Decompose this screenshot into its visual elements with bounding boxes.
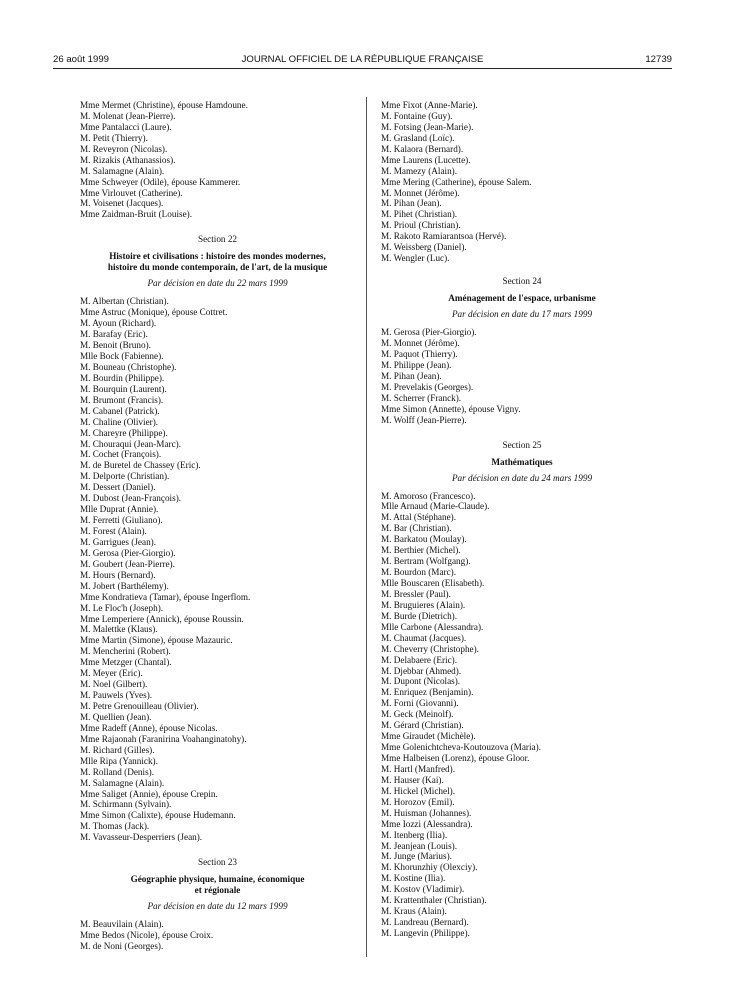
name-entry: M. Petit (Thierry). [80,132,148,143]
name-entry: Mme Saliget (Annie), épouse Crepin. [80,788,218,799]
name-entry: M. Rizakis (Athanassios). [80,154,176,165]
name-entry: M. Barkatou (Moulay). [381,534,467,545]
name-entry: M. Jobert (Barthélemy). [80,580,169,591]
name-entry: M. Scherrer (Franck). [381,392,462,403]
name-entry: Mme Mering (Catherine), épouse Salem. [381,176,532,187]
name-entry: M. Junge (Marius). [381,851,452,862]
name-entry: Mme Kondratieva (Tamar), épouse Ingerflom. [80,591,251,602]
name-entry: Mlle Carbone (Alessandra). [381,621,484,632]
name-entry: Mme Astruc (Monique), épouse Cottret. [80,307,228,318]
header-journal-title: JOURNAL OFFICIEL DE LA RÉPUBLIQUE FRANÇAISE [241,54,484,65]
header-page-number: 12739 [645,54,672,65]
name-entry: M. Grasland (Loïc). [381,132,455,143]
name-entry: M. Khorunzhiy (Olexciy). [381,862,478,873]
name-entry: M. Gerosa (Pier-Giorgio). [80,547,176,558]
name-entry: M. Geck (Meinolf). [381,709,454,720]
name-entry: M. Paquot (Thierry). [381,348,458,359]
name-entry: M. Mamezy (Alain). [381,165,458,176]
name-entry: Mme Iozzi (Alessandra). [381,818,473,829]
name-entry: M. Delabaere (Eric). [381,654,458,665]
name-entry: Mme Laurens (Lucette). [381,154,471,165]
name-entry: M. Mencherini (Robert). [80,646,171,657]
name-entry: M. Horozov (Emil). [381,796,455,807]
decision-date: Par décision en date du 22 mars 1999 [147,278,288,289]
name-entry: M. Krattenthaler (Christian). [381,895,487,906]
section-subject-line: Histoire et civilisations : histoire des mondes modernes, [109,251,326,262]
name-entry: M. Salamagne (Alain). [80,777,165,788]
name-entry: M. Ayoun (Richard). [80,318,157,329]
name-list [80,100,355,220]
name-entry: M. Petre Grenouilleau (Olivier). [80,701,199,711]
section-subject [80,874,355,896]
name-entry: M. Bar (Christian). [381,523,452,534]
name-entry: M. Fotsing (Jean-Marie). [381,121,474,132]
name-entry: Mme Radeff (Anne), épouse Nicolas. [80,722,218,733]
name-entry: M. Quellien (Jean). [80,711,152,722]
name-entry: Mlle Bouscaren (Elisabeth). [381,578,485,588]
name-entry: Mme Simon (Annette), épouse Vigny. [381,403,521,414]
name-entry: M. Kraus (Alain). [381,906,447,917]
name-entry: M. Monnet (Jérôme). [381,187,460,198]
name-entry: M. Hours (Bernard). [80,569,156,580]
name-list [381,491,663,939]
name-entry: M. de Noni (Georges). [80,941,164,952]
name-entry: M. Chouraqui (Jean-Marc). [80,438,182,449]
name-entry: Mme Giraudet (Michèle). [381,731,476,742]
name-entry: M. Bertram (Wolfgang). [381,556,471,567]
name-entry: M. Philippe (Jean). [381,359,452,370]
name-entry: Mme Rajaonah (Faranirina Voahanginatohy). [80,733,247,744]
name-entry: M. Hauser (Kai). [381,774,444,785]
name-entry: M. Vavasseur-Desperriers (Jean). [80,832,203,843]
name-entry: M. Dessert (Daniel). [80,482,156,493]
name-entry: Mme Mermet (Christine), épouse Hamdoune. [80,100,248,110]
right-column [381,100,663,939]
name-entry: M. Gérard (Christian). [381,720,464,731]
decision-date: Par décision en date du 24 mars 1999 [451,472,593,483]
name-entry: M. Dubost (Jean-François). [80,493,182,504]
name-list [80,296,355,843]
decision-date: Par décision en date du 17 mars 1999 [451,309,593,320]
name-entry: M. Dupont (Nicolas). [381,676,461,687]
section-title: Section 25 [502,439,542,450]
name-entry: M. Molenat (Jean-Pierre). [80,110,176,121]
name-entry: M. Kostov (Vladimir). [381,884,465,895]
name-entry: M. Pihan (Jean). [381,198,442,209]
name-entry: Mme Metzger (Chantal). [80,657,172,668]
name-entry: M. de Buretel de Chassey (Eric). [80,460,201,471]
name-entry: M. Pauwels (Yves). [80,690,153,701]
name-entry: M. Berthier (Michel). [381,545,461,556]
name-entry: M. Chaumat (Jacques). [381,632,467,643]
name-entry: M. Reveyron (Nicolas). [80,143,168,154]
name-entry: M. Delporte (Christian). [80,471,170,482]
name-entry: Mlle Ripa (Yannick). [80,755,158,766]
name-entry: M. Rolland (Denis). [80,766,155,777]
name-entry: M. Bourquin (Laurent). [80,383,167,394]
name-entry: M. Enriquez (Benjamin). [381,687,474,698]
name-entry: M. Bouneau (Christophe). [80,361,177,372]
name-entry: Mme Virlouvet (Catherine). [80,187,183,198]
name-entry: M. Wengler (Luc). [381,253,450,264]
name-entry: Mlle Arnaud (Marie-Claude). [381,501,490,512]
name-entry: M. Amoroso (Francesco). [381,490,476,501]
column-divider [366,97,367,957]
name-entry: Mme Halbeisen (Lorenz), épouse Gloor. [381,753,530,763]
name-entry: M. Langevin (Philippe). [381,928,470,938]
name-entry: M. Pihet (Christian). [381,209,458,220]
name-entry: M. Itenberg (Ilia). [381,829,448,840]
name-entry: Mme Fixot (Anne-Marie). [381,100,478,110]
name-entry: Mme Schweyer (Odile), épouse Kammerer. [80,176,241,187]
name-list [80,919,355,952]
section-subject: Mathématiques [491,456,553,467]
section-title: Section 23 [197,857,238,868]
name-entry: M. Noel (Gilbert). [80,679,148,690]
name-entry: M. Beauvilain (Alain). [80,919,164,930]
name-entry: M. Goubert (Jean-Pierre). [80,558,175,569]
name-entry: M. Bourdon (Marc). [381,567,457,578]
name-entry: M. Bourdin (Philippe). [80,372,165,383]
name-entry: M. Schirmann (Sylvain). [80,799,172,810]
name-entry: M. Cochet (François). [80,449,162,460]
name-entry: M. Brumont (Francis). [80,394,164,405]
name-entry: Mlle Duprat (Annie). [80,504,159,515]
name-entry: M. Prioul (Christian). [381,220,461,231]
name-entry: M. Forni (Giovanni). [381,698,459,709]
section-subject [80,251,355,273]
name-entry: M. Djebbar (Ahmed). [381,665,462,676]
name-entry: M. Malettke (Klaus). [80,624,158,635]
name-entry: M. Fontaine (Guy). [381,110,453,121]
name-entry: Mme Martin (Simone), épouse Mazauric. [80,635,233,646]
name-entry: M. Huisman (Johannes). [381,807,472,818]
page-header [53,52,672,69]
name-entry: M. Le Floc'h (Joseph). [80,602,164,613]
name-entry: M. Hartl (Manfred). [381,763,455,774]
name-list [381,100,663,264]
name-entry: M. Attal (Stéphane). [381,512,457,523]
name-entry: M. Chaline (Olivier). [80,416,159,427]
name-entry: Mme Pantalacci (Laure). [80,121,172,132]
name-entry: M. Barafay (Eric). [80,329,148,340]
name-entry: M. Kalaora (Bernard). [381,143,464,154]
name-entry: M. Prevelakis (Georges). [381,381,474,392]
name-entry: M. Forest (Alain). [80,526,147,536]
name-entry: M. Bressler (Paul). [381,588,451,599]
name-entry: M. Richard (Gilles). [80,744,155,755]
name-entry: Mlle Bock (Fabienne). [80,351,164,361]
name-entry: M. Benoit (Bruno). [80,340,151,351]
name-entry: M. Thomas (Jack). [80,821,150,832]
section-subject: Aménagement de l'espace, urbanisme [448,293,596,304]
name-entry: Mme Lemperiere (Annick), épouse Roussin. [80,613,244,624]
name-entry: M. Ferretti (Giuliano). [80,515,163,526]
name-entry: M. Cheverry (Christophe). [381,643,479,654]
name-entry: M. Rakoto Ramiarantsoa (Hervé). [381,231,507,242]
name-entry: Mme Zaidman-Bruit (Louise). [80,209,193,220]
name-entry: M. Weissberg (Daniel). [381,242,467,253]
name-entry: M. Hickel (Michel). [381,785,455,796]
name-entry: M. Gerosa (Pier-Giorgio). [381,327,477,338]
name-entry: M. Landreau (Bernard). [381,917,469,928]
name-entry: M. Pihan (Jean). [381,370,442,381]
header-date: 26 août 1999 [53,54,110,65]
name-entry: M. Salamagne (Alain). [80,165,165,176]
name-entry: M. Wolff (Jean-Pierre). [381,414,467,425]
name-entry: M. Monnet (Jérôme). [381,338,460,348]
name-entry: M. Cabanel (Patrick). [80,405,160,416]
name-entry: M. Meyer (Eric). [80,668,143,679]
name-entry: Mme Golenichtcheva-Koutouzova (Maria). [381,742,541,753]
name-entry: M. Garrigues (Jean). [80,536,157,547]
decision-date: Par décision en date du 12 mars 1999 [147,901,288,912]
name-entry: M. Jeanjean (Louis). [381,840,458,851]
name-entry: M. Burde (Dietrich). [381,610,458,621]
name-list [381,327,663,425]
section-subject-line: Géographie physique, humaine, économique [130,874,305,885]
section-title: Section 22 [197,234,238,245]
section-subject-line: histoire du monde contemporain, de l'art, de la musique [107,262,328,273]
section-subject-line: et régionale [194,885,241,896]
left-column [80,100,355,952]
name-entry: M. Chareyre (Philippe). [80,427,168,438]
name-entry: M. Albertan (Christian). [80,296,169,307]
name-entry: M. Voisenet (Jacques). [80,198,164,209]
section-title: Section 24 [502,276,542,287]
name-entry: M. Kostine (Ilia). [381,873,446,884]
name-entry: M. Bruguieres (Alain). [381,599,466,610]
name-entry: Mme Simon (Calixte), épouse Hudemann. [80,810,236,821]
name-entry: Mme Bedos (Nicole), épouse Croix. [80,930,214,941]
